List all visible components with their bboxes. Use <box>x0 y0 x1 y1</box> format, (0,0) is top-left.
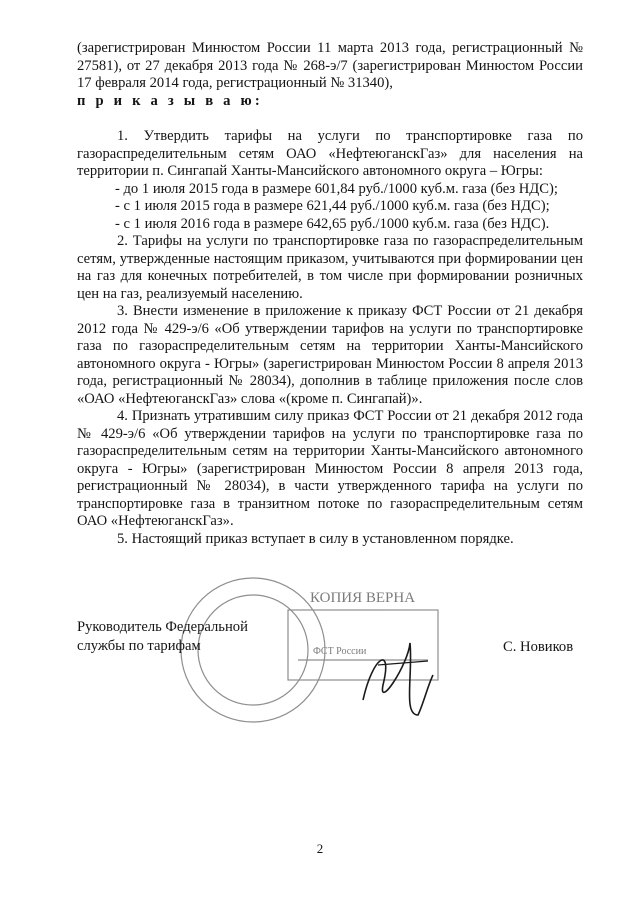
stamp-line1: ФСТ России <box>313 646 367 657</box>
signatory-position <box>77 618 248 656</box>
signatory-name: С. Новиков <box>503 639 574 655</box>
signatory-position-line1: Руководитель Федеральной <box>77 619 248 635</box>
paragraph-item-1: 1. Утвердить тарифы на услуги по транспортировке газа по газораспределительным сетям ОАО «НефтеюганскГаз» для населения на территории п. Сингапай Ханты-Мансийского автономного округа – Югры: <box>77 128 583 179</box>
stamp-title: КОПИЯ ВЕРНА <box>310 590 416 606</box>
signatory-position-line2: службы по тарифам <box>77 638 201 654</box>
page-number: 2 <box>316 841 324 856</box>
paragraph-item-5: 5. Настоящий приказ вступает в силу в установленном порядке. <box>117 530 514 547</box>
paragraph-intro: (зарегистрирован Минюстом России 11 марта 2013 года, регистрационный № 27581), от 27 декабря 2013 года № 268-э/7 (зарегистрирован Минюстом России 17 февраля 2014 года, регистрационный № 31340), <box>77 40 583 91</box>
tariff-line-1: - до 1 июля 2015 года в размере 601,84 руб./1000 куб.м. газа (без НДС); <box>115 180 558 197</box>
handwritten-signature <box>363 643 433 715</box>
order-word-text: п р и к а з ы в а ю: <box>77 92 263 109</box>
tariff-line-2: - с 1 июля 2015 года в размере 621,44 руб./1000 куб.м. газа (без НДС); <box>115 198 550 214</box>
document-items <box>77 128 583 548</box>
tariff-line-3: - с 1 июля 2016 года в размере 642,65 руб./1000 куб.м. газа (без НДС). <box>115 215 550 232</box>
paragraph-item-4: 4. Признать утратившим силу приказ ФСТ России от 21 декабря 2012 года № 429-э/6 «Об утверждении тарифов на услуги по транспортировке газа по газораспределительным сетям на территории Ханты-Мансийского автономного округа - Югры» (зарегистрирован Минюстом России 8 апреля 2013 года, регистрационный № 28034), в части утвержденного тарифа на услуги по транспортировке газа в транзитном потоке по газораспределительным сетям ОАО «НефтеюганскГаз». <box>77 408 583 529</box>
paragraph-item-3: 3. Внести изменение в приложение к приказу ФСТ России от 21 декабря 2012 года № 429-э/6 «Об утверждении тарифов на услуги по транспортировке газа по газораспределительным сетям на территории Ханты-Мансийского автономного округа - Югры» (зарегистрирован Минюстом России 8 апреля 2013 года, регистрационный № 28034), дополнив в таблице приложения после слов «ОАО «НефтеюганскГаз» слова «(кроме п. Сингапай)». <box>77 303 583 407</box>
paragraph-item-2: 2. Тарифы на услуги по транспортировке газа по газораспределительным сетям, утвержденные настоящим приказом, учитываются при формировании цен на газ для конечных потребителей, в том числе при формировании розничных цен на газ, реализуемый населению. <box>77 233 583 302</box>
document-body <box>77 40 583 110</box>
order-word <box>77 93 583 111</box>
stamp-box <box>288 610 438 680</box>
